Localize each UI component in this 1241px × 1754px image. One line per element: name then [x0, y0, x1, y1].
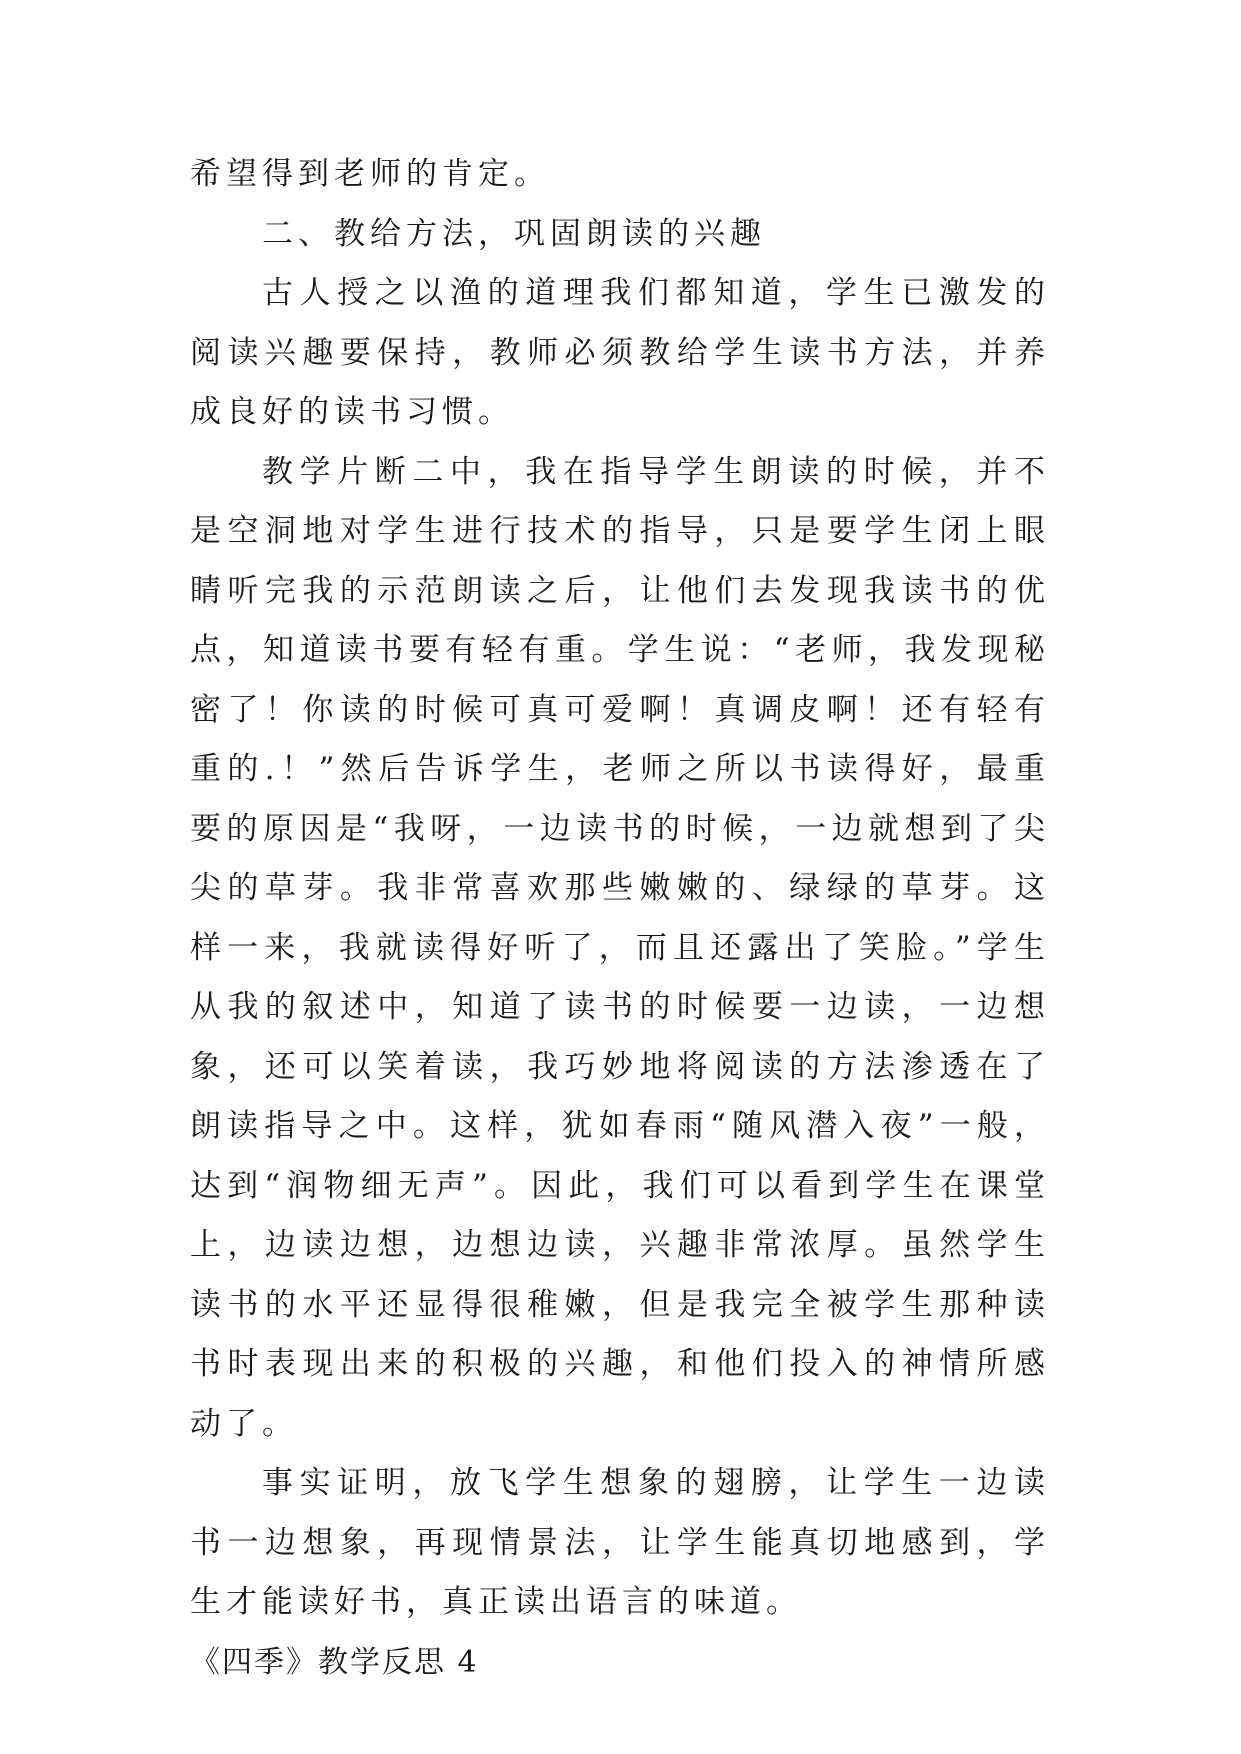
paragraph-conclusion: 事实证明，放飞学生想象的翅膀，让学生一边读书一边想象，再现情景法，让学生能真切地感到，学生才能读好书，真正读出语言的味道。	[190, 1465, 1050, 1620]
paragraph-intro: 古人授之以渔的道理我们都知道，学生已激发的阅读兴趣要保持，教师必须教给学生读书方法，并养成良好的读书习惯。	[190, 275, 1050, 430]
section-heading: 二、教给方法，巩固朗读的兴趣	[262, 215, 766, 252]
paragraph-teaching-segment: 教学片断二中，我在指导学生朗读的时候，并不是空洞地对学生进行技术的指导，只是要学生闭上眼睛听完我的示范朗读之后，让他们去发现我读书的优点，知道读书要有轻有重。学生说：“老师，我发现秘密了！你读的时候可真可爱啊！真调皮啊！还有轻有重的.！”然后告诉学生，老师之所以书读得好，最重要的原因是“我呀，一边读书的时候，一边就想到了尖尖的草芽。我非常喜欢那些嫩嫩的、绿绿的草芽。这样一来，我就读得好听了，而且还露出了笑脸。”学生从我的叙述中，知道了读书的时候要一边读，一边想象，还可以笑着读，我巧妙地将阅读的方法渗透在了朗读指导之中。这样，犹如春雨“随风潜入夜”一般，达到“润物细无声”。因此，我们可以看到学生在课堂上，边读边想，边想边读，兴趣非常浓厚。虽然学生读书的水平还显得很稚嫩，但是我完全被学生那种读书时表现出来的积极的兴趣，和他们投入的神情所感动了。	[190, 453, 1050, 1442]
document-page	[190, 145, 1050, 1692]
next-article-title: 《四季》教学反思 4	[190, 1644, 479, 1680]
paragraph-continuation: 希望得到老师的肯定。	[190, 156, 550, 192]
